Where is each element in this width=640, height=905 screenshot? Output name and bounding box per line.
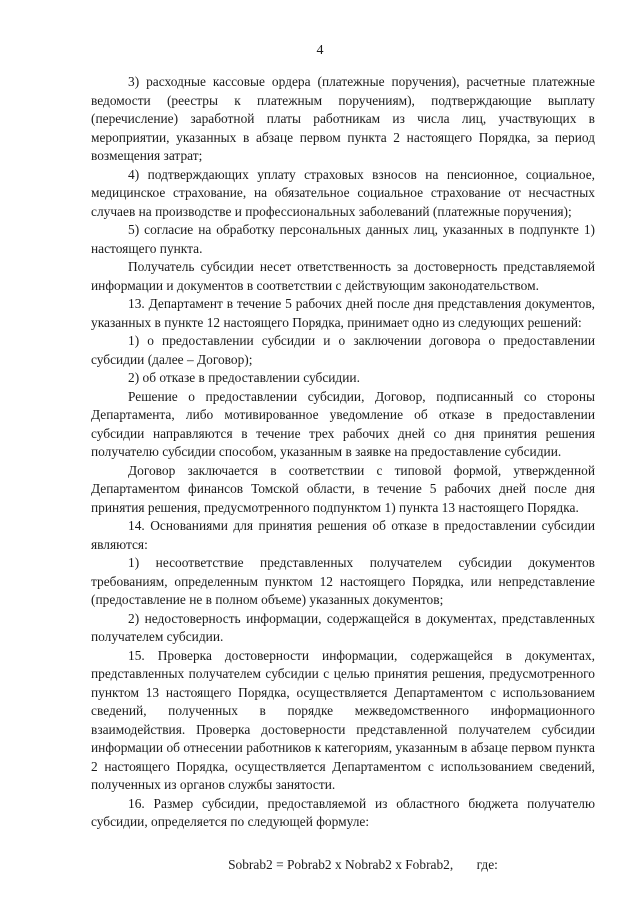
paragraph: 3) расходные кассовые ордера (платежные поручения), расчетные платежные ведомости (реестры к платежным поручениям), подтверждающие выплату (перечисление) заработной платы работникам из числа лиц, участвующих в мероприятии, указанных в абзаце первом пункта 2 настоящего Порядка, за период возмещения затрат; <box>91 74 595 163</box>
document-body <box>91 73 595 874</box>
paragraph: 15. Проверка достоверности информации, содержащейся в документах, представленных получателем субсидии с целью принятия решения, предусмотренного пунктом 13 настоящего Порядка, осуществляется Департаментом с использованием сведений, полученных в порядке межведомственного информационного взаимодействия. Проверка достоверности представленной получателем субсидии информации об отнесении работников к категориям, указанным в абзаце первом пункта 2 настоящего Порядка, осуществляется Департаментом с использованием сведений, полученных из органов службы занятости. <box>91 647 595 792</box>
formula-expression: Sobrab2 = Pobrab2 x Nobrab2 x Fobrab2, <box>228 856 454 872</box>
paragraph: 2) недостоверность информации, содержащейся в документах, представленных получателем субсидии. <box>91 610 595 644</box>
paragraph: Решение о предоставлении субсидии, Договор, подписанный со стороны Департамента, либо мотивированное уведомление об отказе в предоставлении субсидии направляются в течение трех рабочих дней со дня принятия решения получателю субсидии способом, указанным в заявке на предоставление субсидии. <box>91 388 595 459</box>
paragraph: 16. Размер субсидии, предоставляемой из областного бюджета получателю субсидии, определяется по следующей формуле: <box>91 795 595 829</box>
paragraph: Получатель субсидии несет ответственность за достоверность представляемой информации и документов в соответствии с действующим законодательством. <box>91 259 595 293</box>
paragraph: 4) подтверждающих уплату страховых взносов на пенсионное, социальное, медицинское страхование, на обязательное социальное страхование от несчастных случаев на производстве и профессиональных заболеваний (платежные поручения); <box>91 166 595 219</box>
paragraph: 1) несоответствие представленных получателем субсидии документов требованиям, определенным пунктом 12 настоящего Порядка, или непредставление (предоставление не в полном объеме) указанных документов; <box>91 555 595 607</box>
paragraph: 13. Департамент в течение 5 рабочих дней после дня представления документов, указанных в пункте 12 настоящего Порядка, принимает одно из следующих решений: <box>91 296 595 330</box>
page-number: 4 <box>316 43 324 58</box>
subsidy-formula <box>91 856 595 874</box>
paragraph: Договор заключается в соответствии с типовой формой, утвержденной Департаментом финансов Томской области, в течение 5 рабочих дней после дня принятия решения, предусмотренного подпунктом 1) пункта 13 настоящего Порядка. <box>91 462 595 515</box>
paragraph: 14. Основаниями для принятия решения об отказе в предоставлении субсидии являются: <box>91 518 595 552</box>
formula-where-label: где: <box>476 856 498 872</box>
paragraph: 2) об отказе в предоставлении субсидии. <box>128 370 360 385</box>
paragraph: 1) о предоставлении субсидии и о заключении договора о предоставлении субсидии (далее – Договор); <box>91 333 595 367</box>
paragraph: 5) согласие на обработку персональных данных лиц, указанных в подпункте 1) настоящего пункта. <box>91 222 595 256</box>
